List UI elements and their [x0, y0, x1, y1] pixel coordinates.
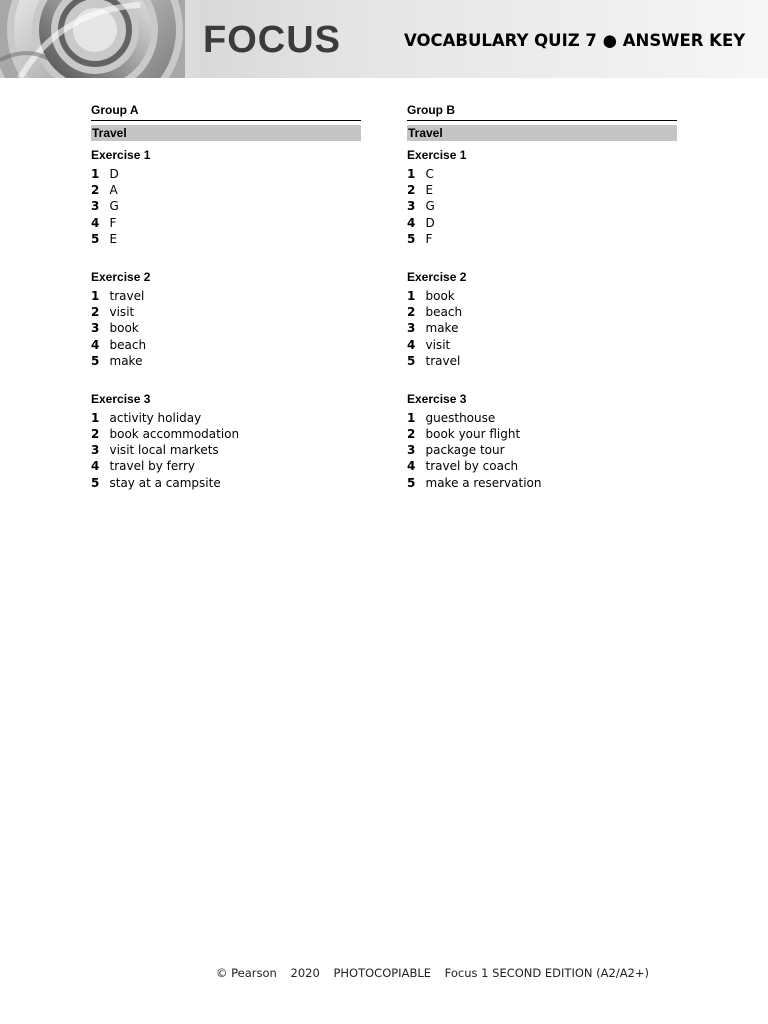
answer-list	[91, 288, 361, 369]
answer-text: G	[425, 199, 435, 214]
answer-list	[407, 166, 677, 247]
answer-row	[407, 231, 677, 247]
answer-text: beach	[109, 337, 147, 352]
answer-text: make	[109, 353, 143, 368]
answer-row	[407, 215, 677, 231]
page-header	[0, 0, 768, 78]
answer-row	[407, 475, 677, 491]
answer-text: visit	[425, 337, 451, 352]
answer-number: 5	[407, 353, 416, 368]
group-title: Group B	[407, 102, 677, 121]
answer-row	[91, 410, 361, 426]
exercise-title: Exercise 3	[407, 391, 467, 406]
answer-text: beach	[425, 305, 463, 320]
answer-text: activity holiday	[109, 410, 202, 425]
answer-row	[91, 304, 361, 320]
group-title: Group A	[91, 102, 361, 121]
answer-row	[407, 288, 677, 304]
answer-row	[91, 198, 361, 214]
answer-text: travel	[109, 288, 145, 303]
answer-row	[91, 426, 361, 442]
answer-text: visit	[109, 305, 135, 320]
answer-row	[91, 231, 361, 247]
answer-number: 3	[91, 199, 100, 214]
answer-text: A	[109, 183, 118, 198]
answer-list	[407, 288, 677, 369]
answer-row	[407, 353, 677, 369]
answer-text: package tour	[425, 443, 505, 458]
answer-text: E	[425, 183, 434, 198]
answer-list	[91, 166, 361, 247]
answer-text: book	[425, 288, 455, 303]
answer-row	[91, 337, 361, 353]
answer-number: 2	[407, 183, 416, 198]
answer-row	[91, 182, 361, 198]
exercise-1-block	[407, 147, 677, 247]
answer-row	[407, 442, 677, 458]
answer-number: 1	[91, 288, 100, 303]
answer-number: 3	[407, 443, 416, 458]
answer-text: visit local markets	[109, 443, 219, 458]
document-title: VOCABULARY QUIZ 7 ● ANSWER KEY	[404, 31, 746, 50]
answer-text: D	[425, 215, 435, 230]
answer-number: 3	[91, 321, 100, 336]
answer-text: travel by coach	[425, 459, 519, 474]
answer-text: C	[425, 167, 434, 181]
answer-row	[407, 198, 677, 214]
answer-number: 1	[407, 167, 416, 181]
answer-number: 3	[407, 321, 416, 336]
answer-number: 2	[91, 305, 100, 320]
group-a-column	[91, 102, 361, 513]
answer-number: 4	[91, 215, 100, 230]
answer-text: travel by ferry	[109, 459, 196, 474]
answer-number: 4	[91, 459, 100, 474]
topic-bar: Travel	[407, 125, 677, 141]
answer-number: 1	[407, 288, 416, 303]
answer-text: G	[109, 199, 119, 214]
answer-text: book your flight	[425, 427, 521, 442]
answer-number: 2	[91, 427, 100, 442]
footer-photocopiable: PHOTOCOPIABLE	[333, 966, 432, 980]
answer-row	[407, 337, 677, 353]
footer-copyright: © Pearson	[216, 966, 277, 980]
answer-number: 4	[407, 337, 416, 352]
exercise-title: Exercise 2	[407, 269, 467, 284]
answer-text: F	[425, 231, 433, 246]
answer-row	[91, 166, 361, 182]
answer-text: make	[425, 321, 459, 336]
answer-row	[91, 442, 361, 458]
answer-row	[91, 288, 361, 304]
answer-number: 5	[91, 475, 100, 490]
page-footer	[216, 965, 659, 981]
answer-text: E	[109, 231, 118, 246]
answer-row	[407, 166, 677, 182]
answer-number: 5	[91, 231, 100, 246]
focus-logo-swirl-icon	[0, 0, 200, 78]
answer-number: 2	[91, 183, 100, 198]
footer-edition: Focus 1 SECOND EDITION (A2/A2+)	[444, 966, 649, 980]
answer-row	[407, 304, 677, 320]
answer-row	[407, 426, 677, 442]
exercise-title: Exercise 3	[91, 391, 151, 406]
answer-row	[407, 458, 677, 474]
answer-row	[91, 215, 361, 231]
answer-number: 1	[407, 410, 416, 425]
answer-number: 2	[407, 427, 416, 442]
answer-row	[91, 320, 361, 336]
exercise-3-block	[407, 391, 677, 491]
answer-row	[91, 353, 361, 369]
answer-number: 3	[91, 443, 100, 458]
answer-number: 5	[407, 475, 416, 490]
answer-text: D	[109, 167, 119, 181]
answer-number: 2	[407, 305, 416, 320]
answer-list	[407, 410, 677, 491]
answer-text: make a reservation	[425, 475, 542, 490]
group-b-column	[407, 102, 677, 513]
answer-number: 4	[91, 337, 100, 352]
answer-row	[91, 458, 361, 474]
answer-text: book	[109, 321, 139, 336]
exercise-title: Exercise 1	[91, 148, 151, 162]
answer-row	[407, 410, 677, 426]
exercise-title: Exercise 1	[407, 148, 467, 162]
answer-number: 5	[407, 231, 416, 246]
answer-number: 1	[91, 410, 100, 425]
answer-row	[91, 475, 361, 491]
answer-row	[407, 182, 677, 198]
brand-wordmark: FOCUS	[203, 19, 341, 61]
exercise-1-block	[91, 147, 361, 247]
answer-text: travel	[425, 353, 461, 368]
answer-text: guesthouse	[425, 410, 496, 425]
answer-row	[407, 320, 677, 336]
answer-text: stay at a campsite	[109, 475, 221, 490]
exercise-2-block	[91, 269, 361, 369]
answer-text: F	[109, 215, 117, 230]
answer-number: 1	[91, 167, 100, 181]
exercise-title: Exercise 2	[91, 269, 151, 284]
exercise-2-block	[407, 269, 677, 369]
answer-text: book accommodation	[109, 427, 240, 442]
topic-bar: Travel	[91, 125, 361, 141]
answer-number: 4	[407, 459, 416, 474]
exercise-3-block	[91, 391, 361, 491]
answer-number: 3	[407, 199, 416, 214]
answer-number: 4	[407, 215, 416, 230]
footer-year: 2020	[290, 966, 320, 980]
answer-number: 5	[91, 353, 100, 368]
answer-list	[91, 410, 361, 491]
